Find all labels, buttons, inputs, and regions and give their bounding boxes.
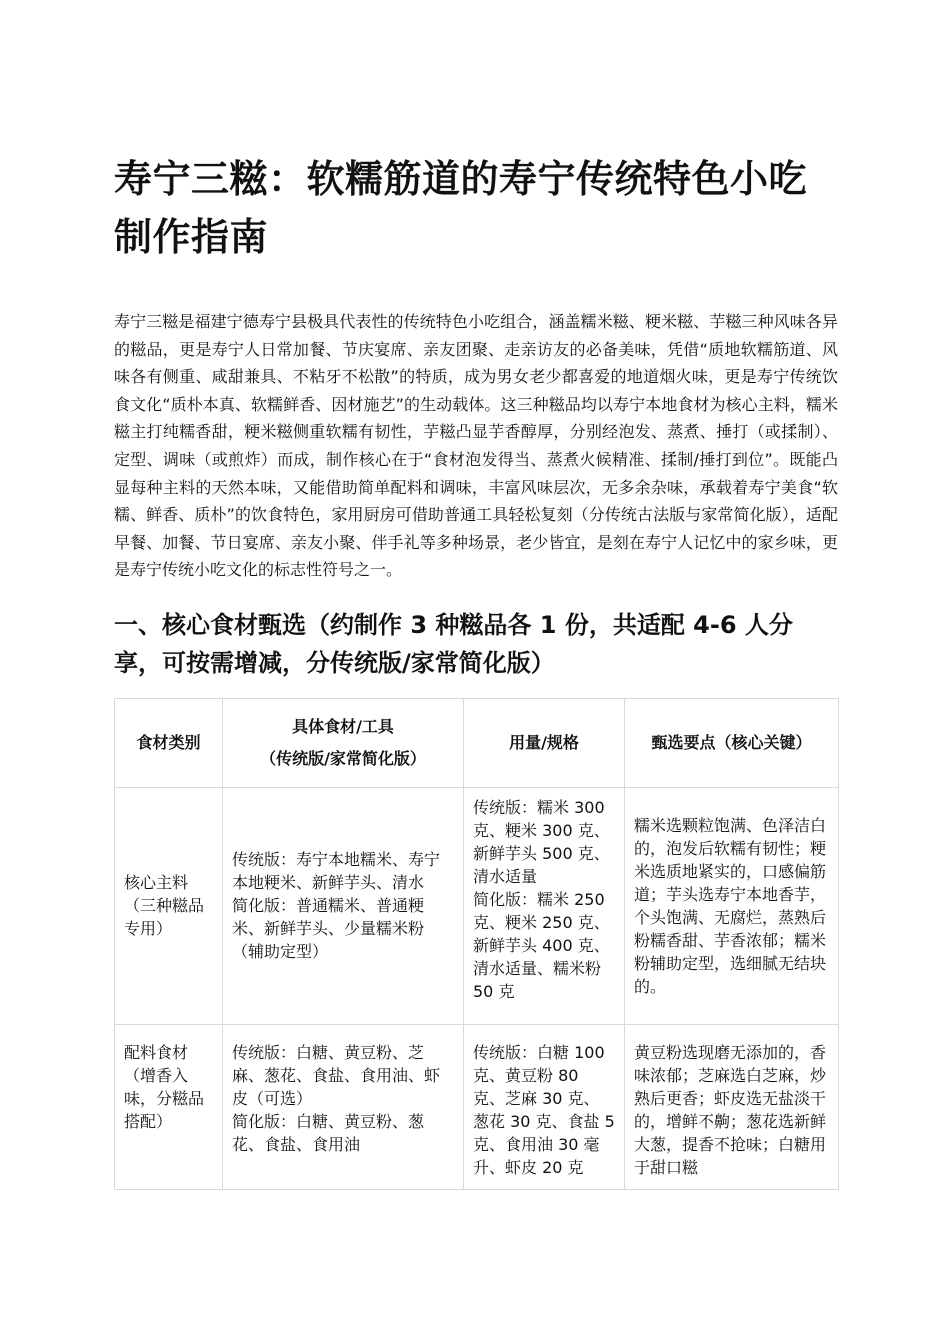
document-title: 寿宁三糍：软糯筋道的寿宁传统特色小吃制作指南 [114, 157, 808, 259]
row-tips-cell: 糯米选颗粒饱满、色泽洁白的，泡发后软糯有韧性；粳米选质地紧实的，口感偏筋道；芋头选寿宁本地香芋，个头饱满、无腐烂，蒸熟后粉糯香甜、芋香浓郁；糯米粉辅助定型，选细腻无结块的。 [625, 787, 839, 1024]
items-traditional: 传统版：白糖、黄豆粉、芝麻、葱花、食盐、食用油、虾皮（可选） [232, 1042, 441, 1108]
row-items-cell [223, 787, 464, 1024]
table-row [115, 787, 839, 1024]
intro-paragraph: 寿宁三糍是福建宁德寿宁县极具代表性的传统特色小吃组合，涵盖糯米糍、粳米糍、芋糍三种风味各异的糍品，更是寿宁人日常加餐、节庆宴席、亲友团聚、走亲访友的必备美味，凭借“质地软糯筋道、风味各有侧重、咸甜兼具、不粘牙不松散”的特质，成为男女老少都喜爱的地道烟火味，更是寿宁传统饮食文化“质朴本真、软糯鲜香、因材施艺”的生动载体。这三种糍品均以寿宁本地食材为核心主料，糯米糍主打纯糯香甜，粳米糍侧重软糯有韧性，芋糍凸显芋香醇厚，分别经泡发、蒸煮、捶打（或揉制）、定型、调味（或煎炸）而成，制作核心在于“食材泡发得当、蒸煮火候精准、揉制/捶打到位”。既能凸显每种主料的天然本味，又能借助简单配料和调味，丰富风味层次，无多余杂味，承载着寿宁美食“软糯、鲜香、质朴”的饮食特色，家用厨房可借助普通工具轻松复刻（分传统古法版与家常简化版），适配早餐、加餐、节日宴席、亲友小聚、伴手礼等多种场景，老少皆宜，是刻在寿宁人记忆中的家乡味，更是寿宁传统小吃文化的标志性符号之一。 [114, 312, 838, 580]
row-category-note: （增香入味，分糍品搭配） [124, 1065, 205, 1131]
row-category-cell [115, 787, 223, 1024]
header-items-line1: 具体食材/工具 [292, 716, 394, 736]
header-items-line2: （传统版/家常简化版） [260, 748, 426, 768]
table-row [115, 1024, 839, 1189]
row-items-cell [223, 1024, 464, 1189]
header-tips: 甄选要点（核心关键） [625, 698, 839, 787]
items-simple: 简化版：普通糯米、普通粳米、新鲜芋头、少量糯米粉（辅助定型） [232, 896, 425, 962]
row-category-note: （三种糍品专用） [124, 896, 205, 939]
row-category-label: 核心主料 [124, 873, 189, 893]
row-amount-cell [464, 1024, 625, 1189]
items-simple: 简化版：白糖、黄豆粉、葱花、食盐、食用油 [232, 1111, 425, 1154]
row-amount-cell [464, 787, 625, 1024]
header-category: 食材类别 [115, 698, 223, 787]
document-page [114, 150, 838, 1190]
ingredients-table [114, 698, 839, 1190]
header-amount: 用量/规格 [464, 698, 625, 787]
row-category-label: 配料食材 [124, 1042, 189, 1062]
amount-simple: 简化版：糯米 250 克、粳米 250 克、新鲜芋头 400 克、清水适量、糯米粉 50 克 [473, 889, 610, 1001]
section-heading-ingredients: 一、核心食材甄选（约制作 3 种糍品各 1 份，共适配 4-6 人分享，可按需增减，分传统版/家常简化版） [114, 610, 793, 677]
amount-traditional: 传统版：白糖 100 克、黄豆粉 80 克、芝麻 30 克、葱花 30 克、食盐 5 克、食用油 30 毫升、虾皮 20 克 [473, 1042, 615, 1177]
header-items [223, 698, 464, 787]
row-category-cell [115, 1024, 223, 1189]
items-traditional: 传统版：寿宁本地糯米、寿宁本地粳米、新鲜芋头、清水 [232, 850, 441, 893]
amount-traditional: 传统版：糯米 300 克、粳米 300 克、新鲜芋头 500 克、清水适量 [473, 797, 610, 886]
row-tips-cell: 黄豆粉选现磨无添加的，香味浓郁；芝麻选白芝麻，炒熟后更香；虾皮选无盐淡干的，增鲜不齁；葱花选新鲜大葱，提香不抢味；白糖用于甜口糍 [625, 1024, 839, 1189]
table-header-row [115, 698, 839, 787]
